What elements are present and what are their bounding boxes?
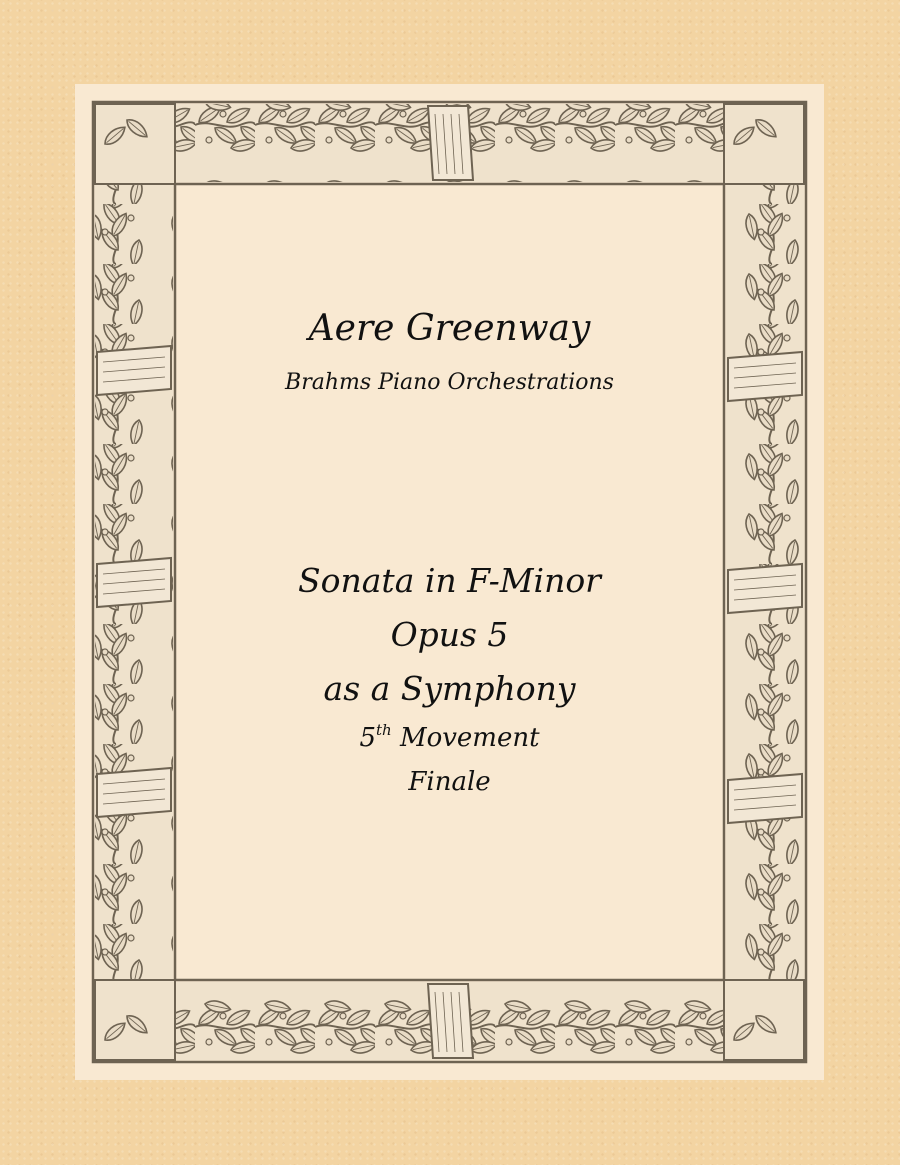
movement-name: Finale	[408, 767, 491, 797]
cover-sheet	[75, 84, 824, 1080]
opus-number: Opus 5	[390, 615, 509, 654]
movement-ordinal-suffix: th	[375, 721, 392, 739]
movement-label	[175, 716, 724, 760]
work-title: Sonata in F-Minor	[298, 561, 601, 600]
movement-word: Movement	[399, 723, 540, 753]
work-title-block	[175, 554, 724, 804]
movement-number: 5	[359, 723, 376, 753]
arrangement-note: as a Symphony	[323, 669, 576, 708]
collection-title: Brahms Piano Orchestrations	[285, 370, 614, 395]
composer-name: Aere Greenway	[308, 308, 591, 349]
